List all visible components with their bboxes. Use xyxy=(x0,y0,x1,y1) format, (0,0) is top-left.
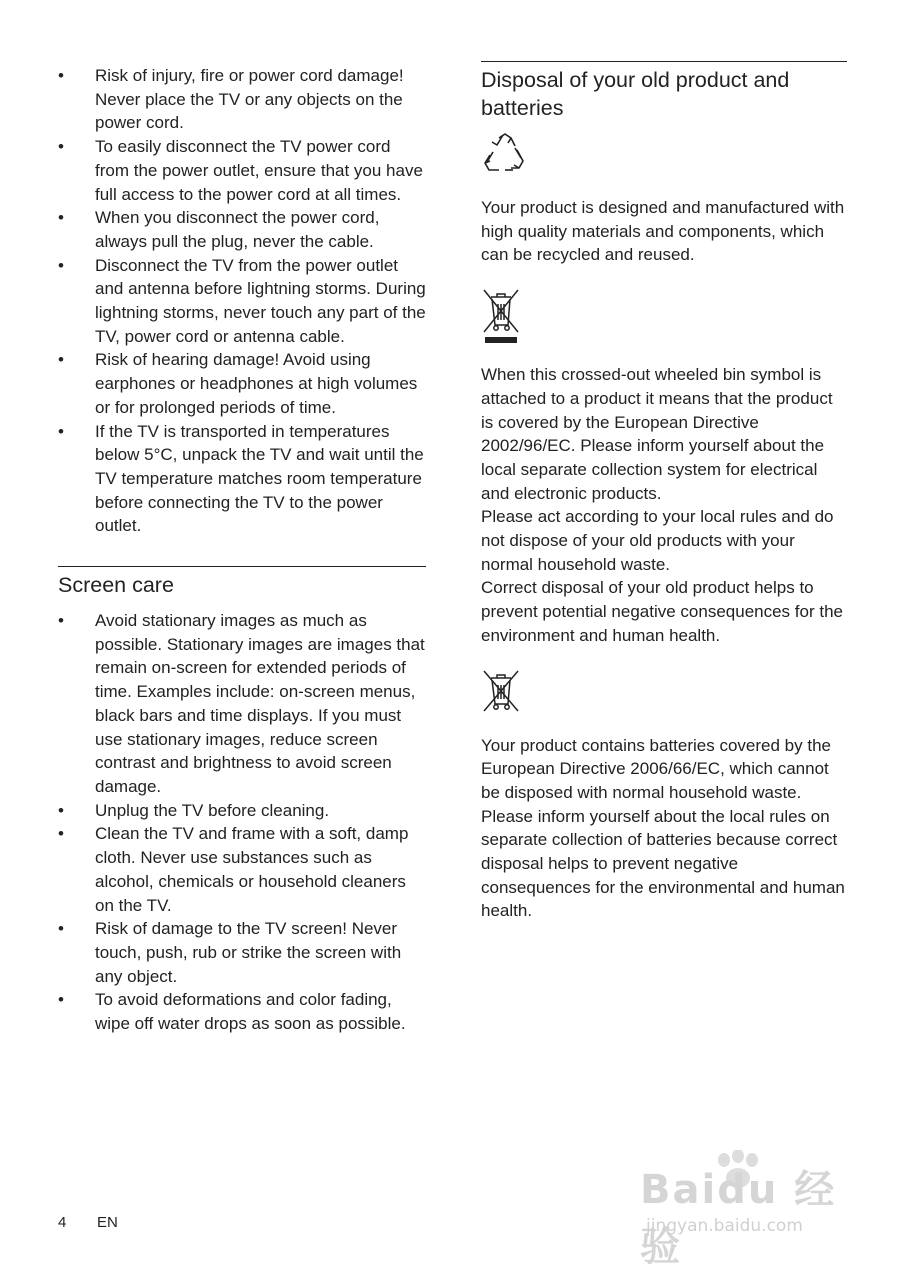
watermark-url: jingyan.baidu.com xyxy=(646,1216,803,1236)
list-item: • Risk of hearing damage! Avoid using earphones or headphones at high volumes or for prolonged periods of time. xyxy=(58,350,418,417)
list-item: • Risk of damage to the TV screen! Never touch, push, rub or strike the screen with any object. xyxy=(58,919,402,986)
list-item: • Risk of injury, fire or power cord damage! Never place the TV or any objects on the power cord. xyxy=(58,66,404,133)
left-column xyxy=(58,64,426,1036)
battery-text xyxy=(481,734,847,924)
section-heading-screen-care: Screen care xyxy=(58,573,174,598)
list-item: • Clean the TV and frame with a soft, damp cloth. Never use substances such as alcohol, chemicals or household cleaners on the TV. xyxy=(58,824,409,915)
watermark-brand: Baidu 经验 xyxy=(640,1167,837,1270)
weee-text xyxy=(481,363,847,647)
recycle-icon xyxy=(481,130,529,178)
section-heading-disposal: Disposal of your old product and batteries xyxy=(481,68,790,120)
list-item: • If the TV is transported in temperatures below 5°C, unpack the TV and wait until the TV temperature matches room temperature before connecting the TV to the power outlet. xyxy=(58,421,424,536)
watermark xyxy=(640,1150,860,1270)
list-item: • To easily disconnect the TV power cord from the power outlet, ensure that you have full access to the power cord at all times. xyxy=(58,137,423,204)
page-number: 4 xyxy=(58,1214,67,1231)
battery-paragraph: Your product contains batteries covered by the European Directive 2006/66/EC, which cannot be disposed with normal household waste. xyxy=(481,735,831,802)
crossed-bin-icon xyxy=(481,668,521,714)
right-column xyxy=(481,61,847,923)
crossed-bin-bar-icon xyxy=(481,287,521,345)
list-item: • Unplug the TV before cleaning. xyxy=(58,800,330,820)
weee-paragraph: Correct disposal of your old product helps to prevent potential negative consequences for the environment and human health. xyxy=(481,578,843,645)
list-item: • Disconnect the TV from the power outlet and antenna before lightning storms. During lightning storms, never touch any part of the TV, power cord or antenna cable. xyxy=(58,255,426,346)
list-item: • Avoid stationary images as much as possible. Stationary images are images that remain on-screen for extended periods of time. Examples include: on-screen menus, black bars and time displays. If you must use stationary images, reduce screen contrast and brightness to avoid screen damage. xyxy=(58,611,425,796)
weee-paragraph: When this crossed-out wheeled bin symbol is attached to a product it means that the product is covered by the European Directive 2002/96/EC. Please inform yourself about the local separate collection system for electrical and electronic products. xyxy=(481,365,833,503)
list-item: • When you disconnect the power cord, always pull the plug, never the cable. xyxy=(58,208,380,251)
safety-bullet-list xyxy=(58,64,426,538)
section-divider xyxy=(481,61,847,62)
list-item: • To avoid deformations and color fading, wipe off water drops as soon as possible. xyxy=(58,990,406,1034)
battery-paragraph: Please inform yourself about the local rules on separate collection of batteries because correct disposal helps to prevent negative consequences for the environmental and human health. xyxy=(481,806,845,921)
recycle-paragraph: Your product is designed and manufactured with high quality materials and components, which can be recycled and reused. xyxy=(481,198,845,265)
screen-care-bullet-list xyxy=(58,609,426,1036)
weee-paragraph: Please act according to your local rules and do not dispose of your old products with your normal household waste. xyxy=(481,507,834,574)
section-divider xyxy=(58,566,426,567)
language-label: EN xyxy=(97,1214,118,1231)
